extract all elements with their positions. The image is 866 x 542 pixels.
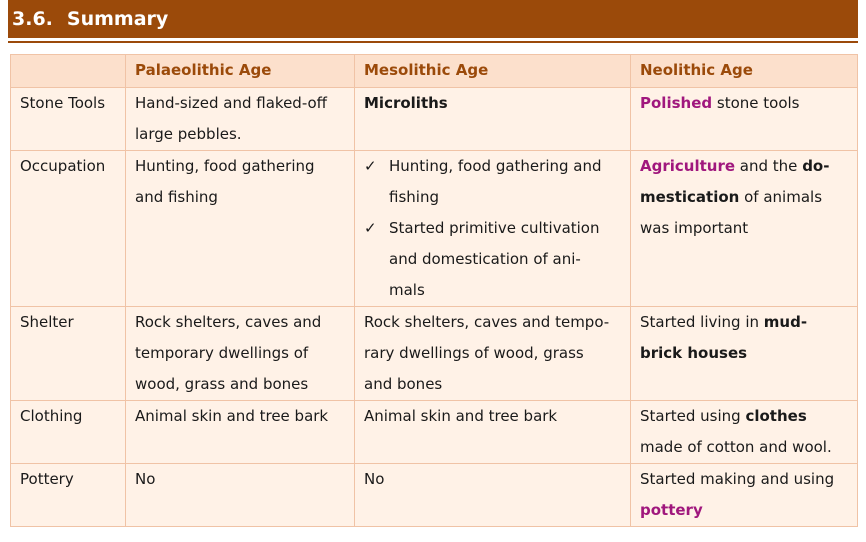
cell-text: Microliths — [364, 94, 448, 112]
cell-mesolithic: Animal skin and tree bark — [355, 401, 631, 464]
section-title: Summary — [66, 8, 169, 30]
summary-table — [10, 54, 858, 527]
cell-text: Started making and using — [640, 470, 835, 488]
cell-text: made of cotton and wool. — [640, 438, 832, 456]
list-item — [364, 213, 624, 306]
list-item — [364, 151, 624, 213]
table-row — [11, 151, 858, 307]
cell-line: rary dwellings of wood, grass — [364, 344, 584, 362]
row-label-shelter: Shelter — [11, 307, 126, 401]
cell-neolithic — [631, 401, 858, 464]
cell-text: of animals — [739, 188, 823, 206]
cell-palaeolithic — [126, 88, 355, 151]
cell-line: mals — [389, 281, 425, 299]
check-icon: ✓ — [364, 219, 377, 237]
cell-palaeolithic — [126, 307, 355, 401]
cell-mesolithic — [355, 88, 631, 151]
cell-line: and domestication of ani- — [389, 250, 581, 268]
highlight-term: Polished — [640, 94, 713, 112]
cell-line: Started primitive cultivation — [389, 219, 600, 237]
cell-neolithic — [631, 464, 858, 527]
row-label-occupation: Occupation — [11, 151, 126, 307]
cell-mesolithic — [355, 151, 631, 307]
cell-line: Hand-sized and flaked-off — [135, 94, 328, 112]
bold-term: brick houses — [640, 344, 748, 362]
cell-line: Rock shelters, caves and tempo- — [364, 313, 610, 331]
cell-palaeolithic: Animal skin and tree bark — [126, 401, 355, 464]
bold-term: do- — [802, 157, 830, 175]
table-row — [11, 88, 858, 151]
cell-palaeolithic — [126, 151, 355, 307]
cell-line: Rock shelters, caves and — [135, 313, 322, 331]
highlight-term: pottery — [640, 501, 703, 519]
highlight-term: Agriculture — [640, 157, 736, 175]
header-mesolithic: Mesolithic Age — [355, 55, 631, 88]
cell-text: Started living in — [640, 313, 764, 331]
cell-line: Hunting, food gathering and — [389, 157, 602, 175]
bold-term: mud- — [763, 313, 808, 331]
row-label-clothing: Clothing — [11, 401, 126, 464]
cell-text: stone tools — [712, 94, 800, 112]
cell-neolithic — [631, 151, 858, 307]
table-row — [11, 401, 858, 464]
bold-term: mestication — [640, 188, 740, 206]
cell-text: was important — [640, 219, 749, 237]
header-row — [11, 55, 858, 88]
heading-underline — [8, 41, 858, 43]
row-label-pottery: Pottery — [11, 464, 126, 527]
cell-line: large pebbles. — [135, 125, 242, 143]
header-palaeolithic: Palaeolithic Age — [126, 55, 355, 88]
check-icon: ✓ — [364, 157, 377, 175]
header-cell-empty — [11, 55, 126, 88]
cell-line: and fishing — [135, 188, 218, 206]
cell-text: and the — [735, 157, 803, 175]
cell-text: Started using — [640, 407, 746, 425]
section-number: 3.6. — [12, 8, 53, 30]
cell-line: Hunting, food gathering — [135, 157, 315, 175]
cell-line: temporary dwellings of — [135, 344, 309, 362]
cell-neolithic — [631, 88, 858, 151]
section-heading — [8, 0, 858, 38]
table-row — [11, 464, 858, 527]
cell-line: wood, grass and bones — [135, 375, 309, 393]
cell-palaeolithic: No — [126, 464, 355, 527]
header-neolithic: Neolithic Age — [631, 55, 858, 88]
cell-mesolithic — [355, 307, 631, 401]
cell-mesolithic: No — [355, 464, 631, 527]
cell-line: fishing — [389, 188, 439, 206]
bold-term: clothes — [745, 407, 807, 425]
cell-line: and bones — [364, 375, 443, 393]
cell-neolithic — [631, 307, 858, 401]
check-list — [364, 151, 624, 306]
table-row — [11, 307, 858, 401]
row-label-stone-tools: Stone Tools — [11, 88, 126, 151]
